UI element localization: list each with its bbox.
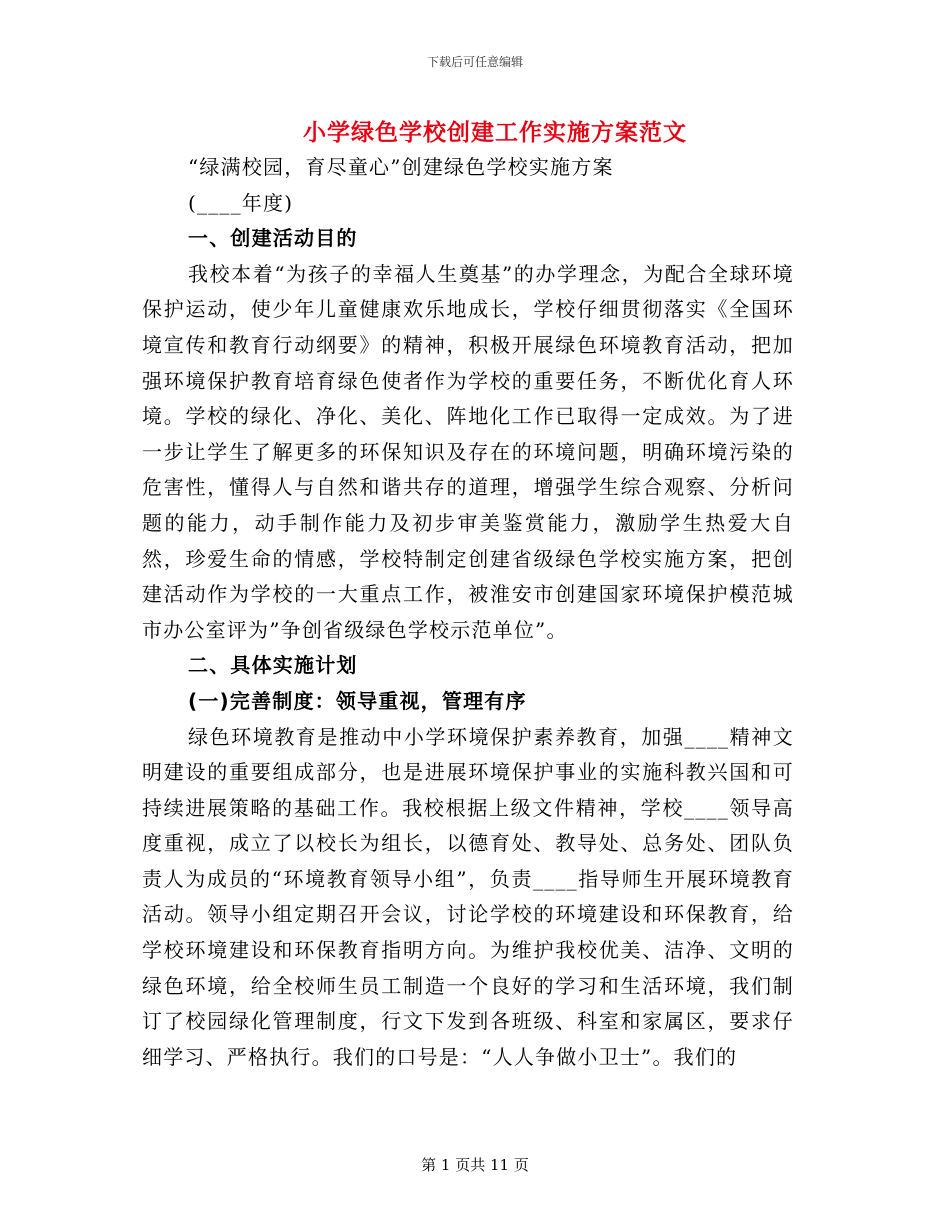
document-body [142, 150, 794, 1075]
year-line: (____年度) [188, 190, 294, 215]
section-1-paragraph: 我校本着“为孩子的幸福人生奠基”的办学理念，为配合全球环境保护运动，使少年儿童健康欢乐地成长，学校仔细贯彻落实《全国环境宣传和教育行动纲要》的精神，积极开展绿色环境教育活动，把加强环境保护教育培育绿色使者作为学校的重要任务，不断优化育人环境。学校的绿化、净化、美化、阵地化工作已取得一定成效。为了进一步让学生了解更多的环保知识及存在的环境问题，明确环境污染的危害性，懂得人与自然和谐共存的道理，增强学生综合观察、分析问题的能力，动手制作能力及初步审美鉴赏能力，激励学生热爱大自然，珍爱生命的情感，学校特制定创建省级绿色学校实施方案，把创建活动作为学校的一大重点工作，被淮安市创建国家环境保护模范城市办公室评为”争创省级绿色学校示范单位”。 [142, 261, 794, 642]
subsection-1-paragraph: 绿色环境教育是推动中小学环境保护素养教育，加强____精神文明建设的重要组成部分，也是进展环境保护事业的实施科教兴国和可持续进展策略的基础工作。我校根据上级文件精神，学校____领导高度重视，成立了以校长为组长，以德育处、教导处、总务处、团队负责人为成员的“环境教育领导小组”，负责____指导师生开展环境教育活动。领导小组定期召开会议，讨论学校的环境建设和环保教育，给学校环境建设和环保教育指明方向。为维护我校优美、洁净、文明的绿色环境，给全校师生员工制造一个良好的学习和生活环境，我们制订了校园绿化管理制度，行文下发到各班级、科室和家属区，要求仔细学习、严格执行。我们的口号是：“人人争做小卫士”。我们的 [142, 724, 794, 1069]
section-1-heading: 一、创建活动目的 [188, 226, 358, 251]
header-note: 下载后可任意编辑 [426, 55, 523, 69]
page-footer: 第 1 页共 11 页 [421, 1156, 529, 1174]
subsection-1-heading: (一)完善制度：领导重视，管理有序 [188, 688, 527, 713]
section-2-heading: 二、具体实施计划 [188, 653, 358, 678]
subtitle: “绿满校园，育尽童心”创建绿色学校实施方案 [188, 155, 614, 179]
document-title: 小学绿色学校创建工作实施方案范文 [303, 119, 687, 146]
